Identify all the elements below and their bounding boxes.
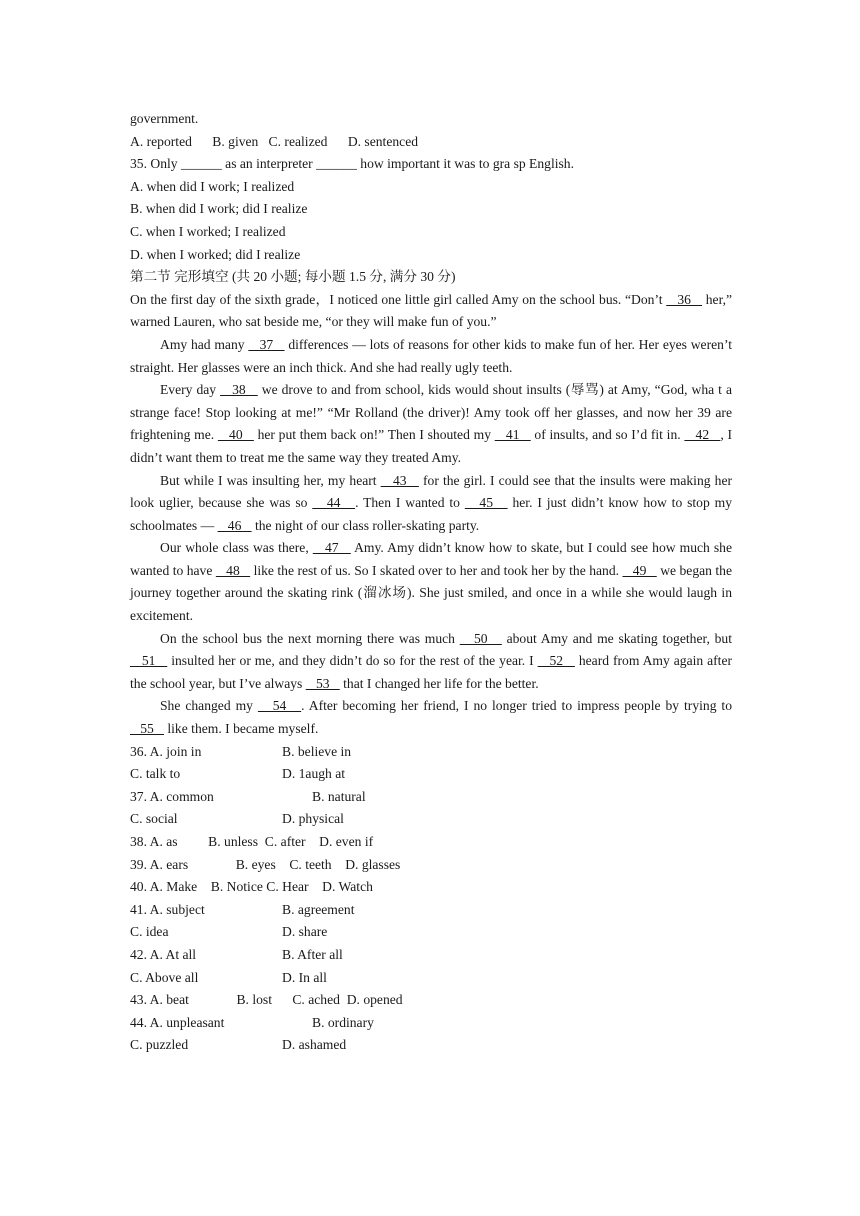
- option-line: 38. A. as B. unless C. after D. even if: [130, 834, 374, 849]
- passage-paragraph-2: Amy had many 37 differences — lots of reasons for other kids to make fun of her. Her eyes weren’t straight. Her glasses were an inch thick. And she had really ugly teeth.: [130, 336, 733, 375]
- option-row: [130, 763, 732, 786]
- option-line: 43. A. beat B. lost C. ached D. opened: [130, 992, 403, 1008]
- question-35-stem: 35. Only ______ as an interpreter ______ how important it was to gra sp English.: [130, 156, 574, 172]
- question-34-options: A. reported B. given C. realized D. sentenced: [130, 133, 419, 149]
- blank-51: 51: [130, 653, 168, 669]
- option-row: [130, 921, 732, 944]
- option-d: D. physical: [282, 811, 344, 827]
- option-row: [130, 808, 732, 831]
- blank-52: 52: [537, 653, 575, 669]
- blank-43: 43: [380, 472, 419, 488]
- option-a: 42. A. At all: [130, 946, 197, 962]
- passage-paragraph-4: But while I was insulting her, my heart 43 for the girl. I could see that the insults were making her look uglier, because she was so 44 . Then I wanted to 45 her. I just didn’t know how to stop my schoolmates — 46 the night of our class roller-skating party.: [130, 472, 733, 533]
- text-line: government.: [130, 111, 199, 126]
- blank-41: 41: [494, 427, 531, 443]
- option-d: D. In all: [282, 969, 327, 985]
- option-c: C. idea: [130, 924, 169, 940]
- blank-36: 36: [666, 291, 703, 307]
- option-line: 39. A. ears B. eyes C. teeth D. glasses: [130, 856, 401, 872]
- blank-55: 55: [130, 721, 164, 737]
- option-row: [130, 741, 732, 764]
- document-page: [130, 108, 732, 1057]
- passage-paragraph-3: Every day 38 we drove to and from school, kids would shout insults (辱骂) at Amy, “God, wha t a strange face! Stop looking at me!” “Mr Rolland (the driver)! Amy took off her glasses, and now her 39 are frightening me. 40 her put them back on!” Then I shouted my 41 of insults, and so I’d fit in. 42 , I didn’t want them to treat me the same way they treated Amy.: [130, 382, 732, 465]
- passage-paragraph-5: Our whole class was there, 47 Amy. Amy didn’t know how to skate, but I could see how much she wanted to have 48 like the rest of us. So I skated over to her and took her by the hand. 49 we began the journey together around the skating rink (溜冰场). She just smiled, and once in a while she would laugh in excitement.: [130, 540, 733, 624]
- passage-paragraph-7: She changed my 54 . After becoming her friend, I no longer tried to impress people by trying to 55 like them. I became myself.: [130, 698, 733, 737]
- option-row: [130, 1012, 732, 1035]
- question-35-option-a: A. when did I work; I realized: [130, 178, 295, 194]
- blank-46: 46: [217, 517, 252, 533]
- blank-44: 44: [312, 495, 356, 511]
- question-35-option-b: B. when did I work; did I realize: [130, 201, 308, 217]
- blank-54: 54: [257, 698, 302, 714]
- blank-50: 50: [459, 630, 502, 646]
- option-a: 37. A. common: [130, 788, 214, 804]
- option-c: C. talk to: [130, 766, 181, 782]
- option-line: 40. A. Make B. Notice C. Hear D. Watch: [130, 879, 373, 895]
- option-d: D. share: [282, 924, 328, 940]
- option-row: [130, 786, 732, 809]
- blank-45: 45: [464, 495, 508, 511]
- option-b: B. ordinary: [312, 1014, 374, 1030]
- option-row: [130, 967, 732, 990]
- option-d: D. 1augh at: [282, 766, 346, 782]
- blank-49: 49: [622, 562, 657, 578]
- option-c: C. puzzled: [130, 1037, 189, 1053]
- blank-48: 48: [215, 562, 251, 578]
- option-a: 44. A. unpleasant: [130, 1014, 225, 1030]
- question-35-option-c: C. when I worked; I realized: [130, 223, 286, 239]
- passage-paragraph-1: On the first day of the sixth grade，I noticed one little girl called Amy on the school bus. “Don’t 36 her,” warned Lauren, who sat beside me, “or they will make fun of you.”: [130, 291, 732, 330]
- blank-42: 42: [684, 427, 721, 443]
- option-c: C. social: [130, 811, 178, 827]
- option-a: 36. A. join in: [130, 743, 202, 759]
- option-a: 41. A. subject: [130, 901, 205, 917]
- blank-53: 53: [305, 675, 340, 691]
- option-row: [130, 944, 732, 967]
- blank-37: 37: [248, 336, 285, 352]
- option-row: [130, 899, 732, 922]
- option-b: B. believe in: [282, 743, 352, 759]
- blank-47: 47: [312, 540, 351, 556]
- option-b: B. agreement: [282, 901, 355, 917]
- option-b: B. natural: [312, 788, 366, 804]
- blank-40: 40: [217, 427, 254, 443]
- answer-options: [130, 741, 732, 1057]
- question-35-option-d: D. when I worked; did I realize: [130, 246, 301, 262]
- section-heading: 第二节 完形填空 (共 20 小题; 每小题 1.5 分, 满分 30 分): [130, 269, 456, 285]
- blank-38: 38: [220, 382, 258, 398]
- option-b: B. After all: [282, 946, 343, 962]
- option-d: D. ashamed: [282, 1037, 347, 1053]
- passage-paragraph-6: On the school bus the next morning there was much 50 about Amy and me skating together, but 51 insulted her or me, and they didn’t do so for the rest of the year. I 52 heard from Amy again after the school year, but I’ve always 53 that I changed her life for the better.: [130, 630, 733, 691]
- option-row: [130, 1034, 732, 1057]
- option-c: C. Above all: [130, 969, 199, 985]
